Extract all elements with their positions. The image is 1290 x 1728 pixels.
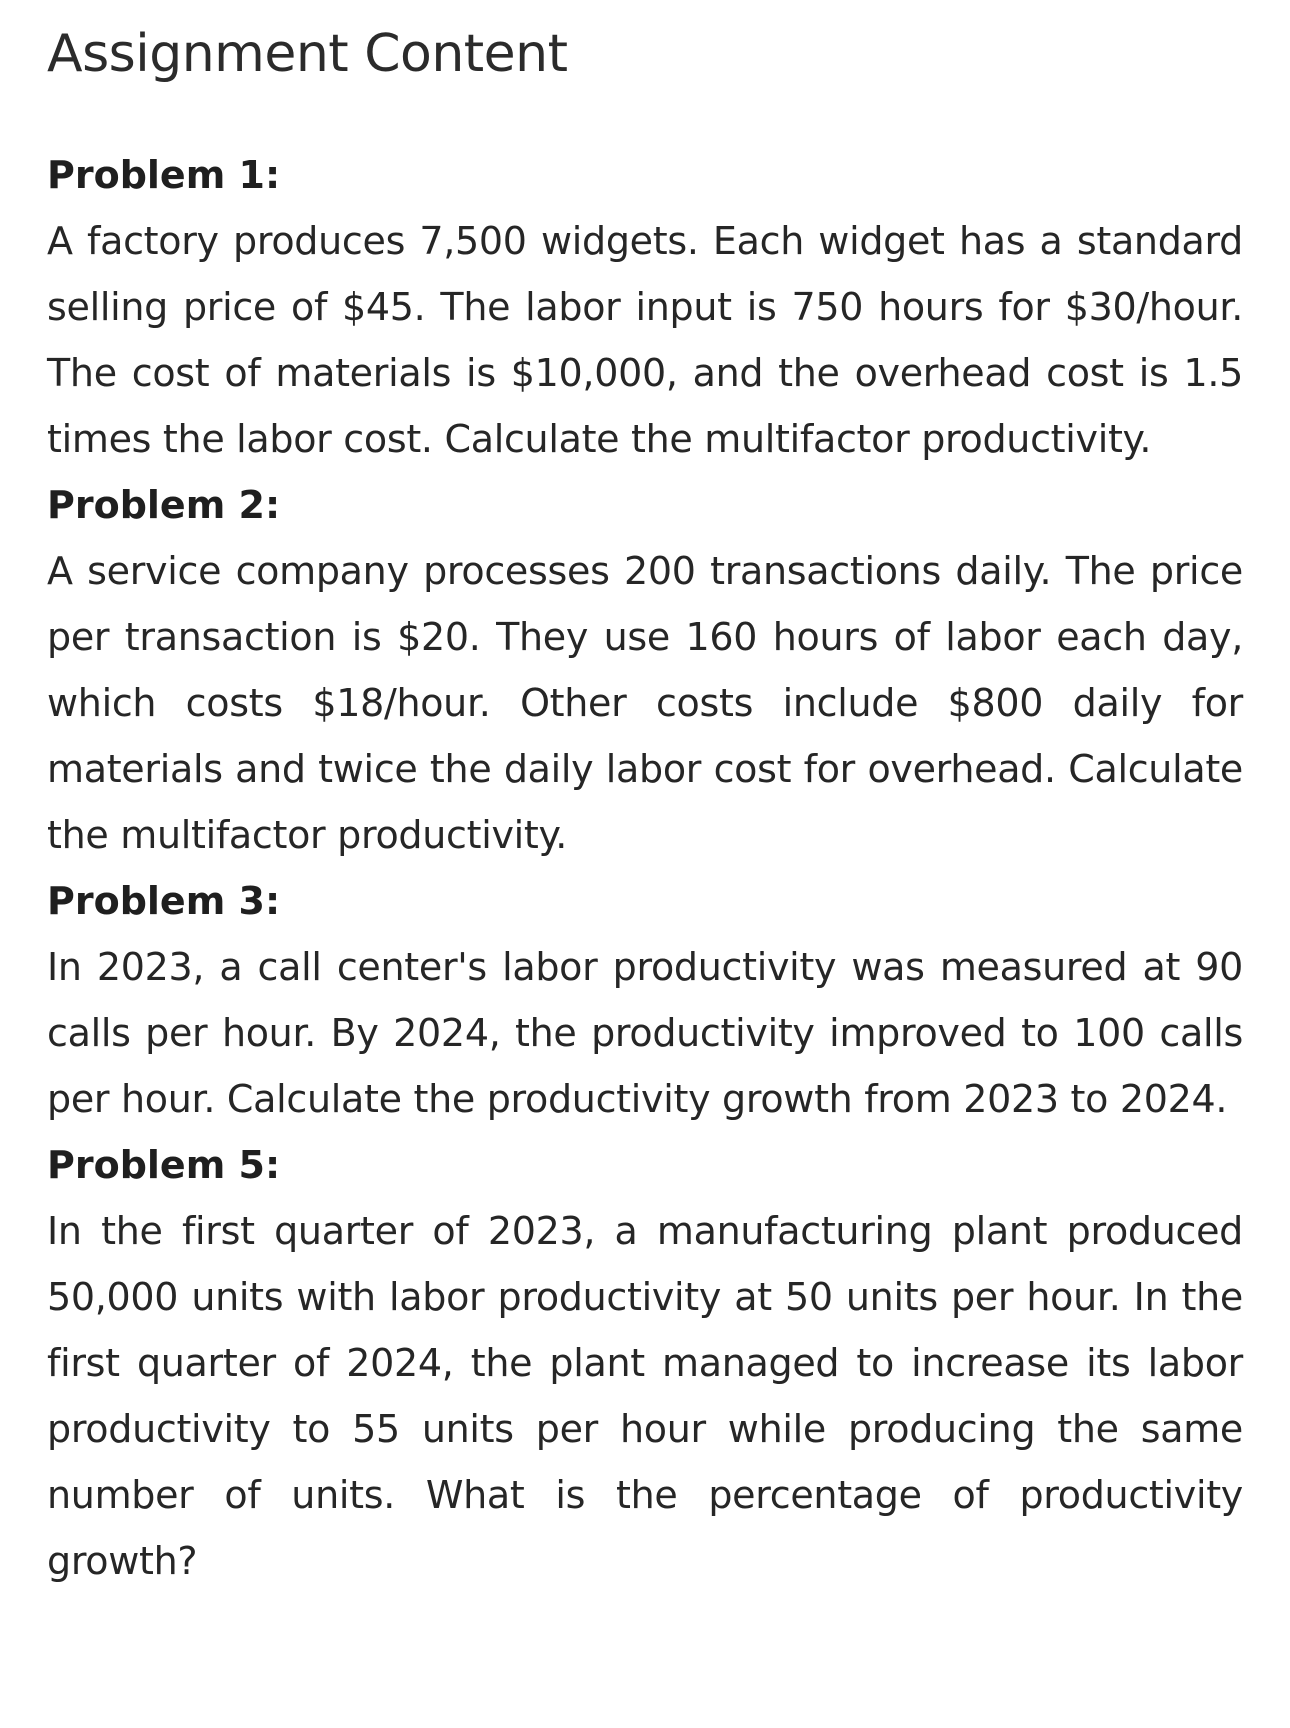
problem-5-text: In the first quarter of 2023, a manufacturing plant produced 50,000 units with labor productivity at 50 units per hour. In the first quarter of 2024, the plant managed to increase its labor productivity to 55 units per hour while producing the same number of units. What is the percentage of productivity growth? xyxy=(47,1209,1243,1583)
problem-5-heading: Problem 5: xyxy=(47,1143,281,1187)
problem-2 xyxy=(47,472,1243,868)
problem-5 xyxy=(47,1132,1243,1594)
problem-1-text: A factory produces 7,500 widgets. Each widget has a standard selling price of $45. The labor input is 750 hours for $30/hour. The cost of materials is $10,000, and the overhead cost is 1.5 times the labor cost. Calculate the multifactor productivity. xyxy=(47,219,1243,461)
problem-1-heading: Problem 1: xyxy=(47,153,281,197)
problem-2-heading: Problem 2: xyxy=(47,483,281,527)
page-title: Assignment Content xyxy=(47,24,568,84)
problem-3-text: In 2023, a call center's labor productivity was measured at 90 calls per hour. By 2024, the productivity improved to 100 calls per hour. Calculate the productivity growth from 2023 to 2024. xyxy=(47,945,1243,1121)
problem-1 xyxy=(47,142,1243,472)
problem-3-heading: Problem 3: xyxy=(47,879,281,923)
problem-3 xyxy=(47,868,1243,1132)
problem-2-text: A service company processes 200 transactions daily. The price per transaction is $20. They use 160 hours of labor each day, which costs $18/hour. Other costs include $800 daily for materials and twice the daily labor cost for overhead. Calculate the multifactor productivity. xyxy=(47,549,1243,857)
